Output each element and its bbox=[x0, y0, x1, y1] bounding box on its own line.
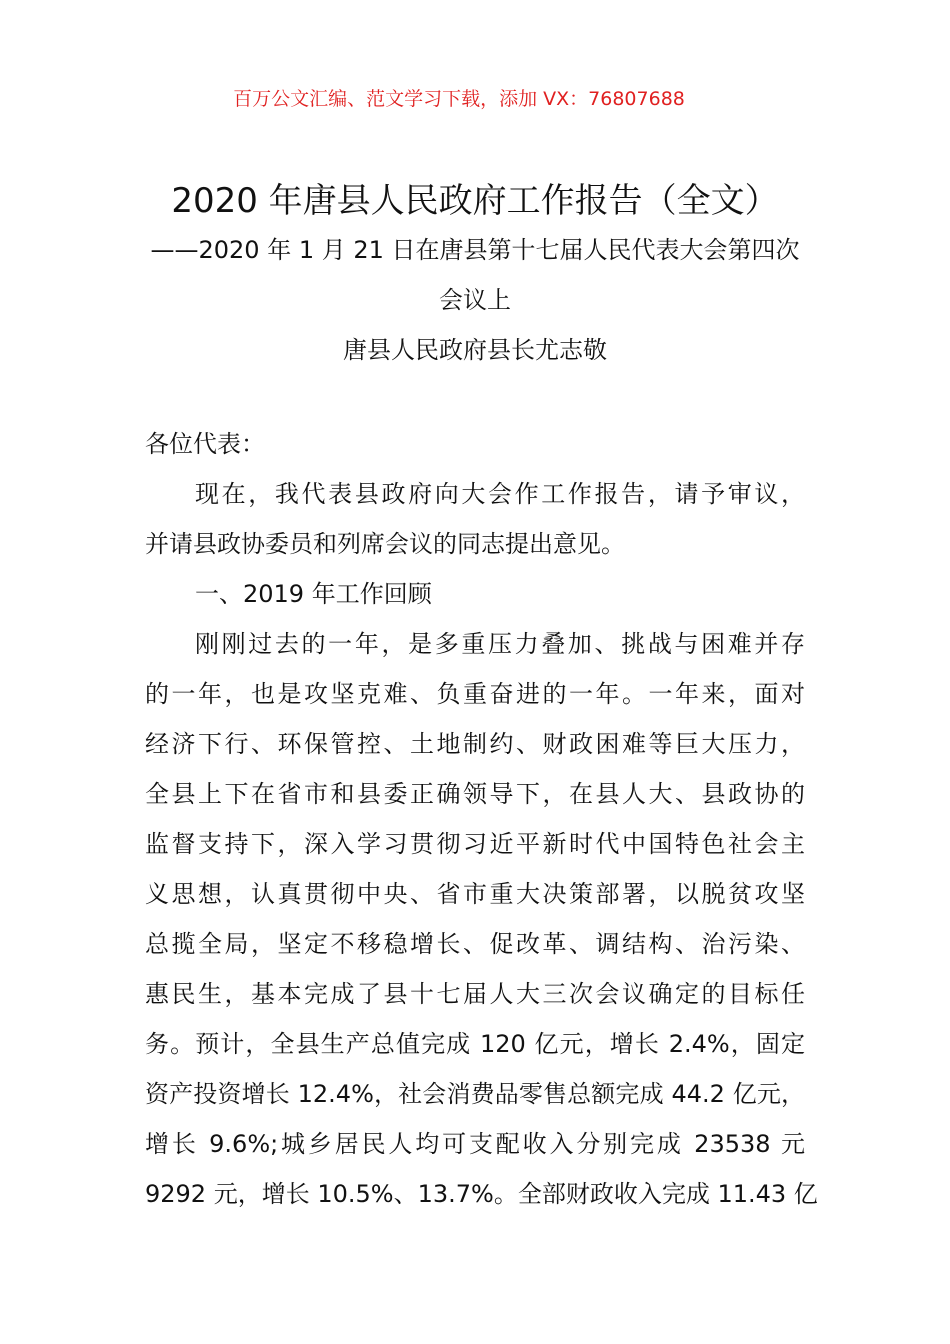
author-line: 唐县人民政府县长尤志敬 bbox=[343, 336, 607, 364]
body-line: 刚刚过去的一年，是多重压力叠加、挑战与困难并存 bbox=[195, 630, 805, 658]
subtitle-line-1: ——2020 年 1 月 21 日在唐县第十七届人民代表大会第四次 bbox=[150, 236, 800, 264]
body-line: 监督支持下，深入学习贯彻习近平新时代中国特色社会主 bbox=[145, 830, 805, 858]
body-line: 总揽全局，坚定不移稳增长、促改革、调结构、治污染、 bbox=[145, 930, 805, 958]
document-title: 2020 年唐县人民政府工作报告（全文） bbox=[171, 181, 779, 221]
watermark-banner: 百万公文汇编、范文学习下载，添加 VX：76807688 bbox=[233, 88, 685, 110]
body-line: 9292 元，增长 10.5%、13.7%。全部财政收入完成 11.43 亿 bbox=[145, 1180, 818, 1208]
body-line: 并请县政协委员和列席会议的同志提出意见。 bbox=[145, 530, 625, 558]
body-line: 各位代表： bbox=[145, 430, 265, 458]
subtitle-line-2: 会议上 bbox=[439, 286, 511, 314]
body-line: 义思想，认真贯彻中央、省市重大决策部署，以脱贫攻坚 bbox=[145, 880, 805, 908]
body-line: 一、2019 年工作回顾 bbox=[195, 580, 432, 608]
body-line: 经济下行、环保管控、土地制约、财政困难等巨大压力， bbox=[145, 730, 805, 758]
body-line: 全县上下在省市和县委正确领导下，在县人大、县政协的 bbox=[145, 780, 805, 808]
body-line: 增长 9.6%;城乡居民人均可支配收入分别完成 23538 元 bbox=[145, 1130, 805, 1158]
body-line: 资产投资增长 12.4%，社会消费品零售总额完成 44.2 亿元， bbox=[145, 1080, 805, 1108]
body-line: 惠民生，基本完成了县十七届人大三次会议确定的目标任 bbox=[145, 980, 805, 1008]
body-line: 务。预计，全县生产总值完成 120 亿元，增长 2.4%，固定 bbox=[145, 1030, 805, 1058]
body-line: 的一年，也是攻坚克难、负重奋进的一年。一年来，面对 bbox=[145, 680, 805, 708]
document-body bbox=[145, 419, 818, 1219]
body-line: 现在，我代表县政府向大会作工作报告，请予审议， bbox=[195, 480, 805, 508]
